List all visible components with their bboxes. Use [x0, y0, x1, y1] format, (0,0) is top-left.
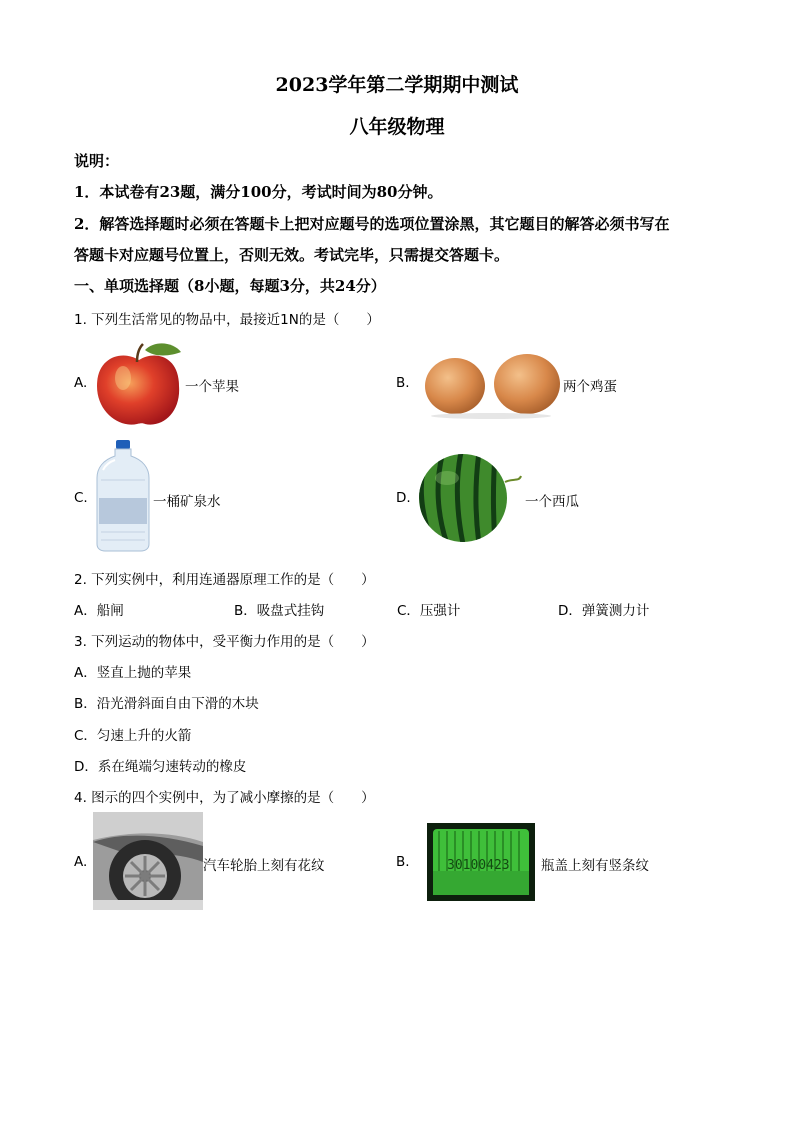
- q3-option-b: B．沿光滑斜面自由下滑的木块: [74, 696, 259, 712]
- q1-option-d-letter: D.: [396, 490, 411, 506]
- q1-option-a-text: 一个苹果: [185, 379, 239, 395]
- q4-option-a-text: 汽车轮胎上刻有花纹: [203, 858, 325, 874]
- apple-image: [93, 338, 185, 430]
- q4-option-b-text: 瓶盖上刻有竖条纹: [541, 858, 649, 874]
- q3-option-c: C．匀速上升的火箭: [74, 728, 192, 744]
- question-2-stem: 2. 下列实例中，利用连通器原理工作的是（ ）: [74, 572, 375, 588]
- q2-option-a: A．船闸: [74, 603, 124, 619]
- car-tire-image: [93, 812, 203, 910]
- watermelon-image: [417, 452, 525, 544]
- q1-option-b-text: 两个鸡蛋: [563, 379, 617, 395]
- page-subtitle: 八年级物理: [349, 116, 445, 138]
- section-heading: 一、单项选择题（8小题，每题3分，共24分）: [74, 277, 386, 295]
- eggs-image: [417, 346, 563, 420]
- q4-option-a-letter: A.: [74, 854, 88, 870]
- notes-heading: 说明：: [74, 152, 120, 170]
- q2-option-d: D．弹簧测力计: [558, 603, 650, 619]
- q1-option-d-text: 一个西瓜: [525, 494, 579, 510]
- water-bottle-image: [93, 440, 153, 552]
- question-1-stem: 1. 下列生活常见的物品中，最接近1N的是（ ）: [74, 312, 380, 328]
- q1-option-b-letter: B.: [396, 375, 410, 391]
- cap-print-text: 30100423: [447, 858, 510, 873]
- page-title: 2023学年第二学期期中测试: [275, 74, 519, 96]
- q3-option-d: D．系在绳端匀速转动的橡皮: [74, 759, 247, 775]
- notes-line-2a: 2．解答选择题时必须在答题卡上把对应题号的选项位置涂黑，其它题目的解答必须书写在: [74, 215, 670, 233]
- q2-option-c: C．压强计: [397, 603, 461, 619]
- bottle-cap-image: [427, 823, 535, 901]
- q1-option-a-letter: A.: [74, 375, 88, 391]
- q1-option-c-letter: C.: [74, 490, 88, 506]
- q4-option-b-letter: B.: [396, 854, 410, 870]
- question-3-stem: 3. 下列运动的物体中，受平衡力作用的是（ ）: [74, 634, 375, 650]
- q2-option-b: B．吸盘式挂钩: [234, 603, 325, 619]
- notes-line-1: 1．本试卷有23题，满分100分，考试时间为80分钟。: [74, 183, 443, 201]
- notes-line-2b: 答题卡对应题号位置上，否则无效。考试完毕，只需提交答题卡。: [74, 246, 510, 264]
- question-4-stem: 4. 图示的四个实例中，为了减小摩擦的是（ ）: [74, 790, 375, 806]
- q3-option-a: A．竖直上抛的苹果: [74, 665, 192, 681]
- q1-option-c-text: 一桶矿泉水: [153, 494, 221, 510]
